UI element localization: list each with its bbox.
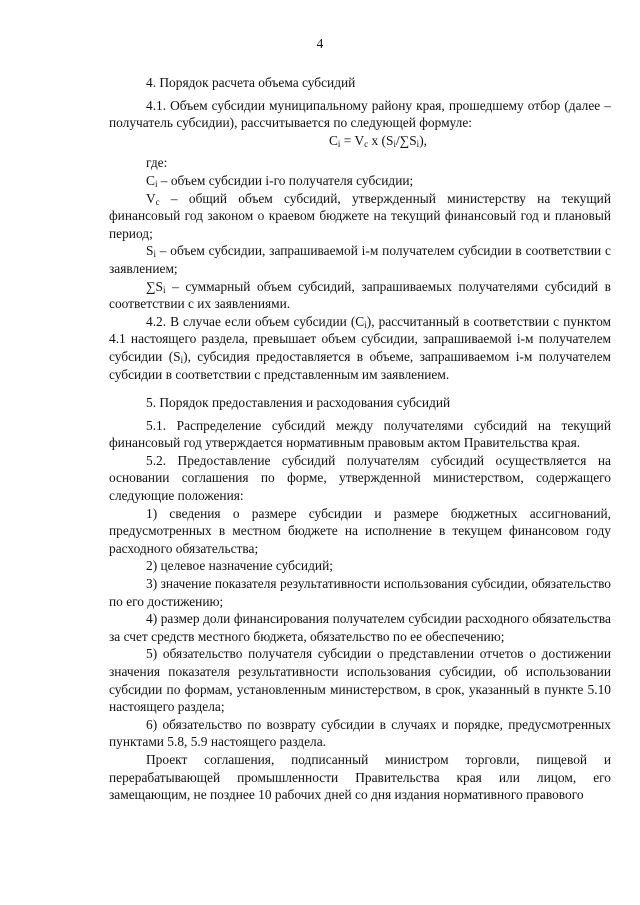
formula: $C_i = V_c$ x $(S_i/\sum S_i)$, [328, 132, 427, 149]
definition-s: $S_i$ – объем субсидии, запрашиваемой i-м получателем субсидии в соответствии с заявлением; [109, 243, 611, 276]
page-content [109, 74, 611, 804]
section-5-heading: 5. Порядок предоставления и расходования субсидий [146, 395, 451, 411]
paragraph-5-2: 5.2. Предоставление субсидий получателям субсидий осуществляется на основании соглашения по форме, утвержденной министерством, содержащего следующие положения: [109, 452, 611, 504]
paragraph-5-1: 5.1. Распределение субсидий между получателями субсидий на текущий финансовый год утверждается нормативным правовым актом Правительства края. [109, 417, 611, 451]
list-item: 4) размер доли финансирования получателем субсидии расходного обязательства за счет средств местного бюджета, обязательство по ее обеспечению; [109, 611, 611, 644]
paragraph-4-1: 4.1. Объем субсидии муниципальному району края, прошедшему отбор (далее – получатель субсидии), рассчитывается по следующей формуле: [109, 97, 611, 131]
paragraph-4-2: 4.2. В случае если объем субсидии $(C_i)$, рассчитанный в соответствии с пунктом 4.1 настоящего раздела, превышает объем субсидии, запрашиваемой i-м получателем субсидии $(S_i)$, субсидия предоставляется в объеме, запрашиваемом i-м получателем субсидии в соответствии с представленным им заявлением. [109, 313, 612, 382]
definition-c: $C_i$ – объем субсидии i-го получателя субсидии; [146, 172, 414, 189]
list-item: 6) обязательство по возврату субсидии в случаях и порядке, предусмотренных пунктами 5.8, 5.9 настоящего раздела. [109, 716, 611, 750]
where-label: где: [146, 155, 168, 171]
definition-v: $V_c$ – общий объем субсидий, утвержденный министерству на текущий финансовый год законом о краевом бюджете на текущий финансовый год и плановый период; [109, 190, 611, 241]
list-item: 2) целевое назначение субсидий; [146, 558, 333, 574]
list-item: 1) сведения о размере субсидии и размере бюджетных ассигнований, предусмотренных в местном бюджете на исполнение в текущем финансовом году расходного обязательства; [109, 505, 611, 556]
page-number: 4 [316, 36, 324, 51]
list-item: 5) обязательство получателя субсидии о представлении отчетов о достижении значения показателя результативности использования субсидии, об использовании субсидии по формам, установленным министерством, в срок, указанный в пункте 5.10 настоящего раздела; [109, 646, 611, 715]
definition-sum: $\sum S_i$ – суммарный объем субсидий, запрашиваемых получателями субсидий в соответствии с их заявлениями. [109, 278, 611, 312]
paragraph-project: Проект соглашения, подписанный министром торговли, пищевой и перерабатывающей промышленности Правительства края или лицом, его замещающим, не позднее 10 рабочих дней со дня издания нормативного правового [109, 751, 611, 803]
section-4-heading: 4. Порядок расчета объема субсидий [146, 75, 356, 90]
list-item: 3) значение показателя результативности использования субсидии, обязательство по его достижению; [109, 576, 611, 609]
